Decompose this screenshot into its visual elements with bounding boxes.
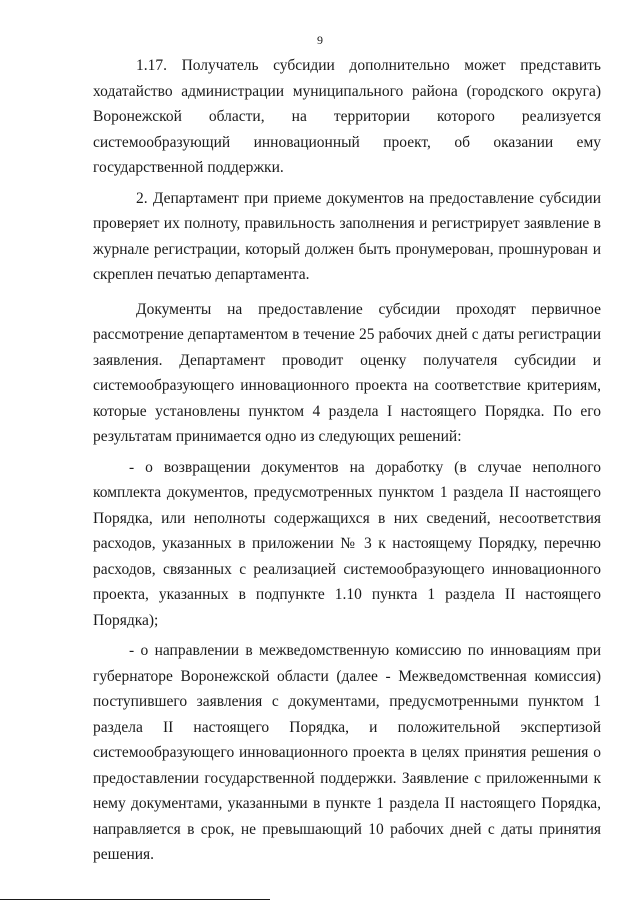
footer-rule <box>0 899 270 900</box>
paragraph-review: Документы на предоставление субсидии проходят первичное рассмотрение департаментом в течение 25 рабочих дней с даты регистрации заявления. Департамент проводит оценку получателя субсидии и системообразующего инновационного проекта на соответствие критериям, которые установлены пунктом 4 раздела I настоящего Порядка. По его результатам принимается одно из следующих решений: <box>93 300 601 445</box>
decision-return-item: - о возвращении документов на доработку (в случае неполного комплекта документов, предусмотренных пунктом 1 раздела II настоящего Порядка, или неполноты содержащихся в них сведений, несоответствия расходов, указанных в приложении № 3 к настоящему Порядку, перечню расходов, связанных с реализацией системообразующего инновационного проекта, указанных в подпункте 1.10 пункта 1 раздела II настоящего Порядка); <box>93 458 601 629</box>
page-number: 9 <box>317 33 323 47</box>
document-body <box>93 53 601 868</box>
paragraph-2: 2. Департамент при приеме документов на предоставление субсидии проверяет их полноту, правильность заполнения и регистрирует заявление в журнале регистрации, который должен быть пронумерован, прошнурован и скреплен печатью департамента. <box>93 189 601 283</box>
decision-commission-item: - о направлении в межведомственную комиссию по инновациям при губернаторе Воронежской области (далее - Межведомственная комиссия) поступившего заявления с документами, предусмотренными пунктом 1 раздела II настоящего Порядка, и положительной экспертизой системообразующего инновационного проекта в целях принятия решения о предоставлении государственной поддержки. Заявление с приложенными к нему документами, указанными в пункте 1 раздела II настоящего Порядка, направляется в срок, не превышающий 10 рабочих дней с даты принятия решения. <box>93 642 601 863</box>
paragraph-1-17: 1.17. Получатель субсидии дополнительно может представить ходатайство администрации муниципального района (городского округа) Воронежской области, на территории которого реализуется системообразующий инновационный проект, об оказании ему государственной поддержки. <box>93 57 601 176</box>
